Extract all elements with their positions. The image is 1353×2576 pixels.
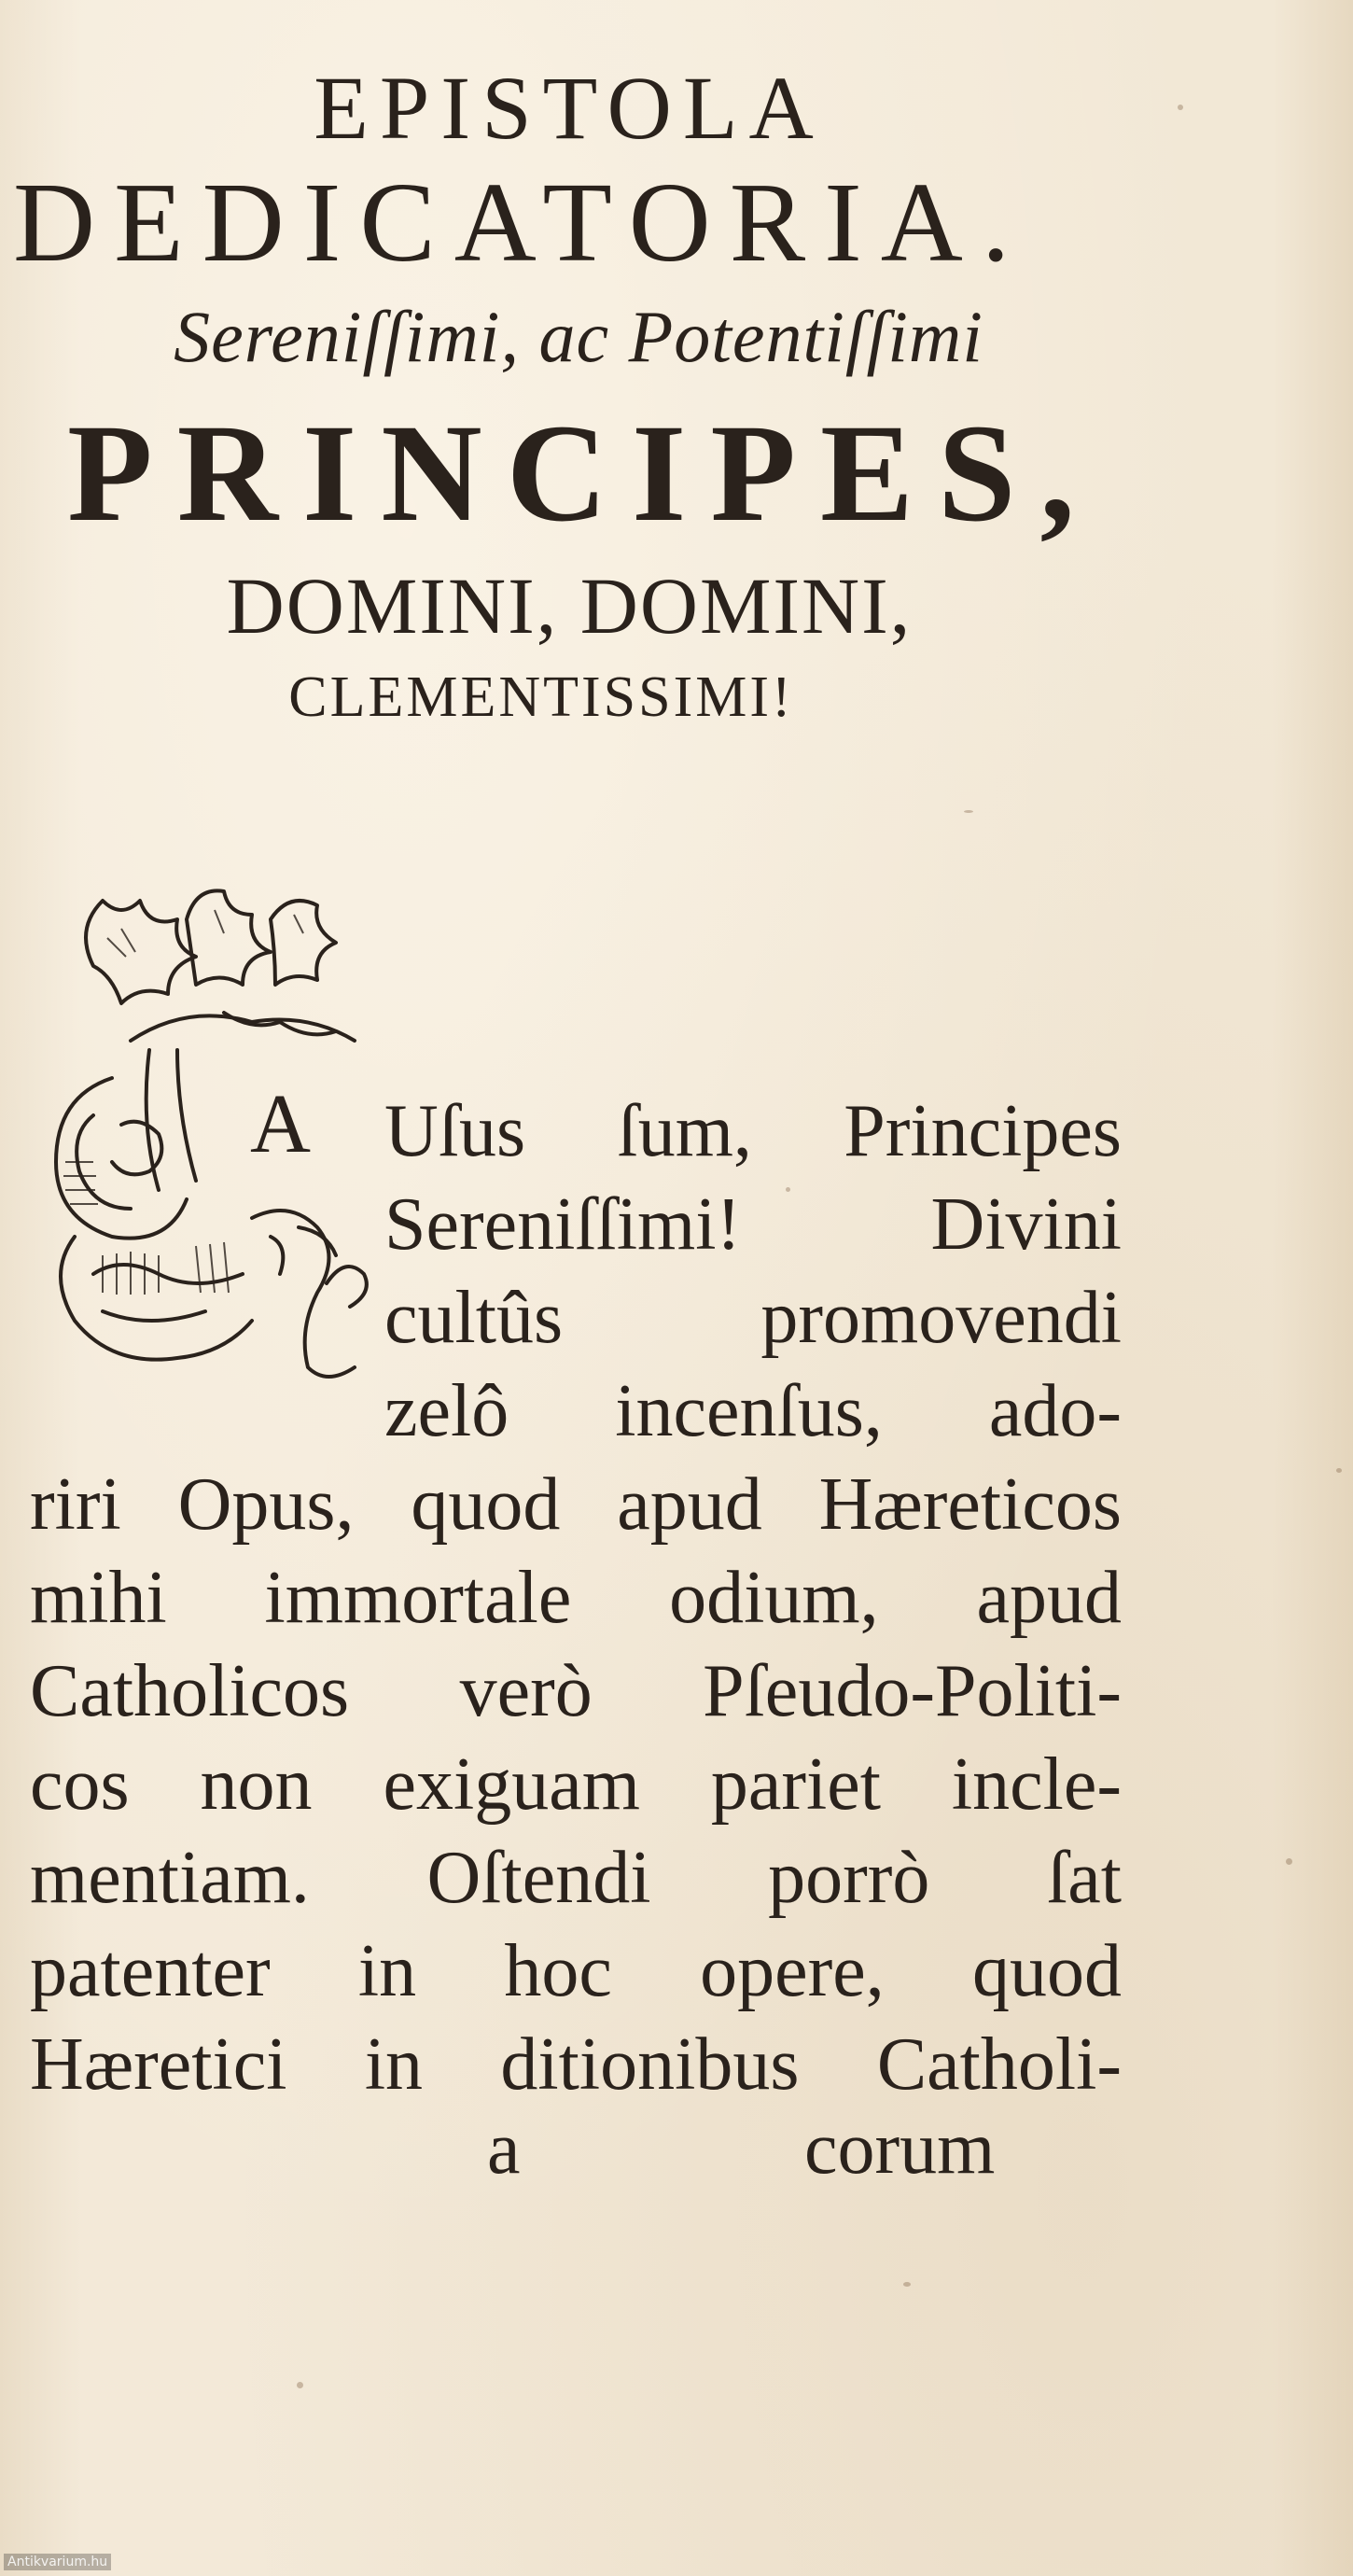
heading-serenissimi: Sereniſſimi, ac Potentiſſimi <box>174 296 983 377</box>
heading-principes: PRINCIPES, <box>67 396 1099 551</box>
initial-letter: A <box>250 1078 311 1170</box>
text-line-8: cos non exiguam pariet incle- <box>30 1743 1122 1826</box>
catchword: corum <box>804 2107 996 2190</box>
text-line-1: Uſus ſum, Principes <box>384 1090 1122 1172</box>
paper-speck <box>297 2382 303 2388</box>
text-line-2: Sereniſſimi! Divini <box>384 1183 1122 1266</box>
heading-clementissimi: CLEMENTISSIMI! <box>288 665 794 729</box>
watermark: Antikvarium.hu <box>4 2554 111 2570</box>
text-line-6: mihi immortale odium, apud <box>30 1557 1122 1639</box>
text-line-4: zelô incenſus, ado- <box>384 1370 1122 1452</box>
decorative-initial-woodcut-icon <box>37 882 383 1391</box>
paper-speck <box>1178 105 1183 110</box>
text-line-7: Catholicos verò Pſeudo-Politi- <box>30 1650 1122 1732</box>
text-line-11: Hæretici in ditionibus Catholi- <box>30 2023 1122 2106</box>
heading-epistola: EPISTOLA <box>314 58 825 158</box>
text-line-10: patenter in hoc opere, quod <box>30 1930 1122 2012</box>
paper-speck <box>1286 1858 1292 1865</box>
paper-speck <box>1336 1468 1342 1473</box>
heading-domini: DOMINI, DOMINI, <box>226 561 913 651</box>
text-line-5: riri Opus, quod apud Hæreticos <box>30 1463 1122 1546</box>
paper-speck <box>903 2282 911 2287</box>
paper-speck <box>964 810 973 813</box>
text-line-9: mentiam. Oſtendi porrò ſat <box>30 1837 1122 1919</box>
heading-dedicatoria: DEDICATORIA. <box>13 160 1029 286</box>
signature-mark: a <box>487 2107 521 2190</box>
text-line-3: cultûs promovendi <box>384 1277 1122 1359</box>
